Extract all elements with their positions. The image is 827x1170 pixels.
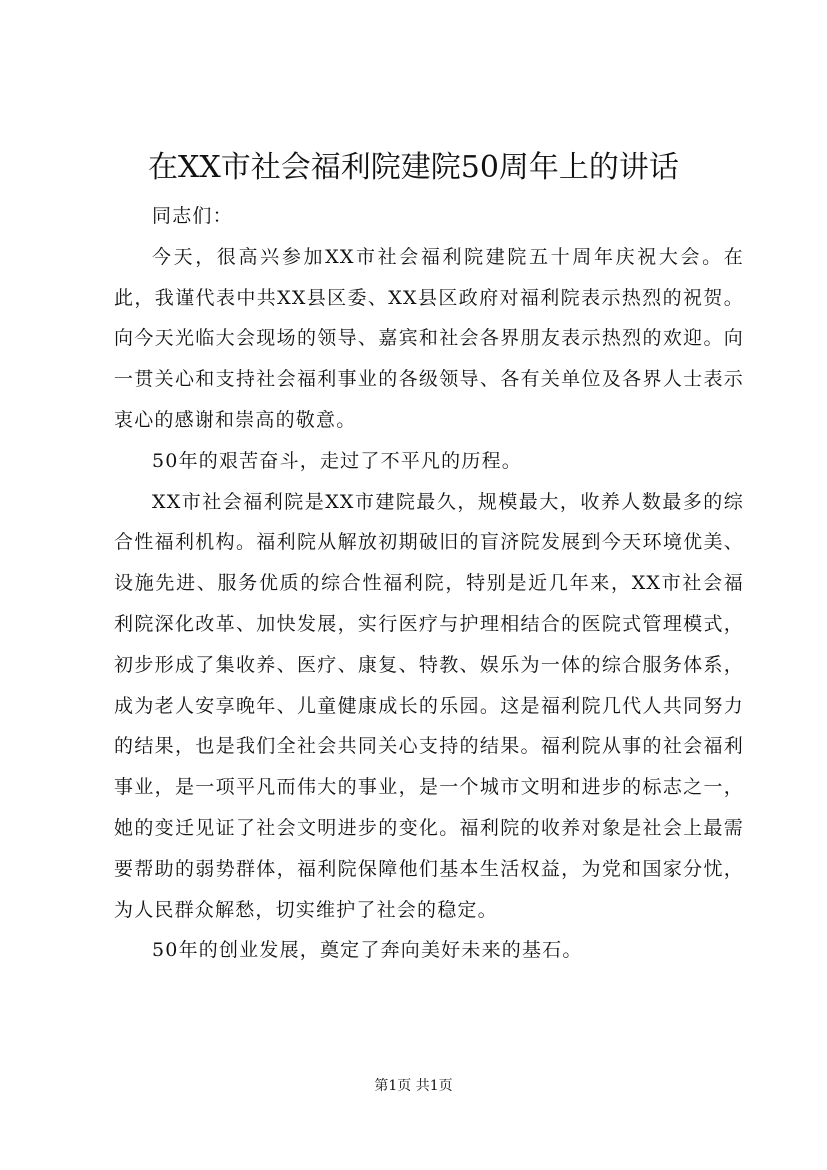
body-paragraph: XX市社会福利院是XX市建院最久，规模最大，收养人数最多的综合性福利机构。福利院从解放初期破旧的盲济院发展到今天环境优美、设施先进、服务优质的综合性福利院，特别是近几年来，XX市社会福利院深化改革、加快发展，实行医疗与护理相结合的医院式管理模式，初步形成了集收养、医疗、康复、特教、娱乐为一体的综合服务体系，成为老人安享晚年、儿童健康成长的乐园。这是福利院几代人共同努力的结果，也是我们全社会共同关心支持的结果。福利院从事的社会福利事业，是一项平凡而伟大的事业，是一个城市文明和进步的标志之一，她的变迁见证了社会文明进步的变化。福利院的收养对象是社会上最需要帮助的弱势群体，福利院保障他们基本生活权益，为党和国家分忧，为人民群众解愁，切实维护了社会的稳定。 [114,490,744,921]
body-paragraph: 50年的艰苦奋斗，走过了不平凡的历程。 [152,449,522,472]
document-body [114,196,744,971]
salutation-paragraph: 同志们： [152,205,233,227]
body-paragraph: 50年的创业发展，奠定了奔向美好未来的基石。 [152,939,583,962]
body-paragraph: 今天，很高兴参加XX市社会福利院建院五十周年庆祝大会。在此，我谨代表中共XX县区委、XX县区政府对福利院表示热烈的祝贺。向今天光临大会现场的领导、嘉宾和社会各界朋友表示热烈的欢迎。向一贯关心和支持社会福利事业的各级领导、各有关单位及各界人士表示衷心的感谢和崇高的敬意。 [114,245,744,431]
page-footer: 第1页 共1页 [374,1078,453,1094]
document-title: 在XX市社会福利院建院50周年上的讲话 [148,150,679,185]
